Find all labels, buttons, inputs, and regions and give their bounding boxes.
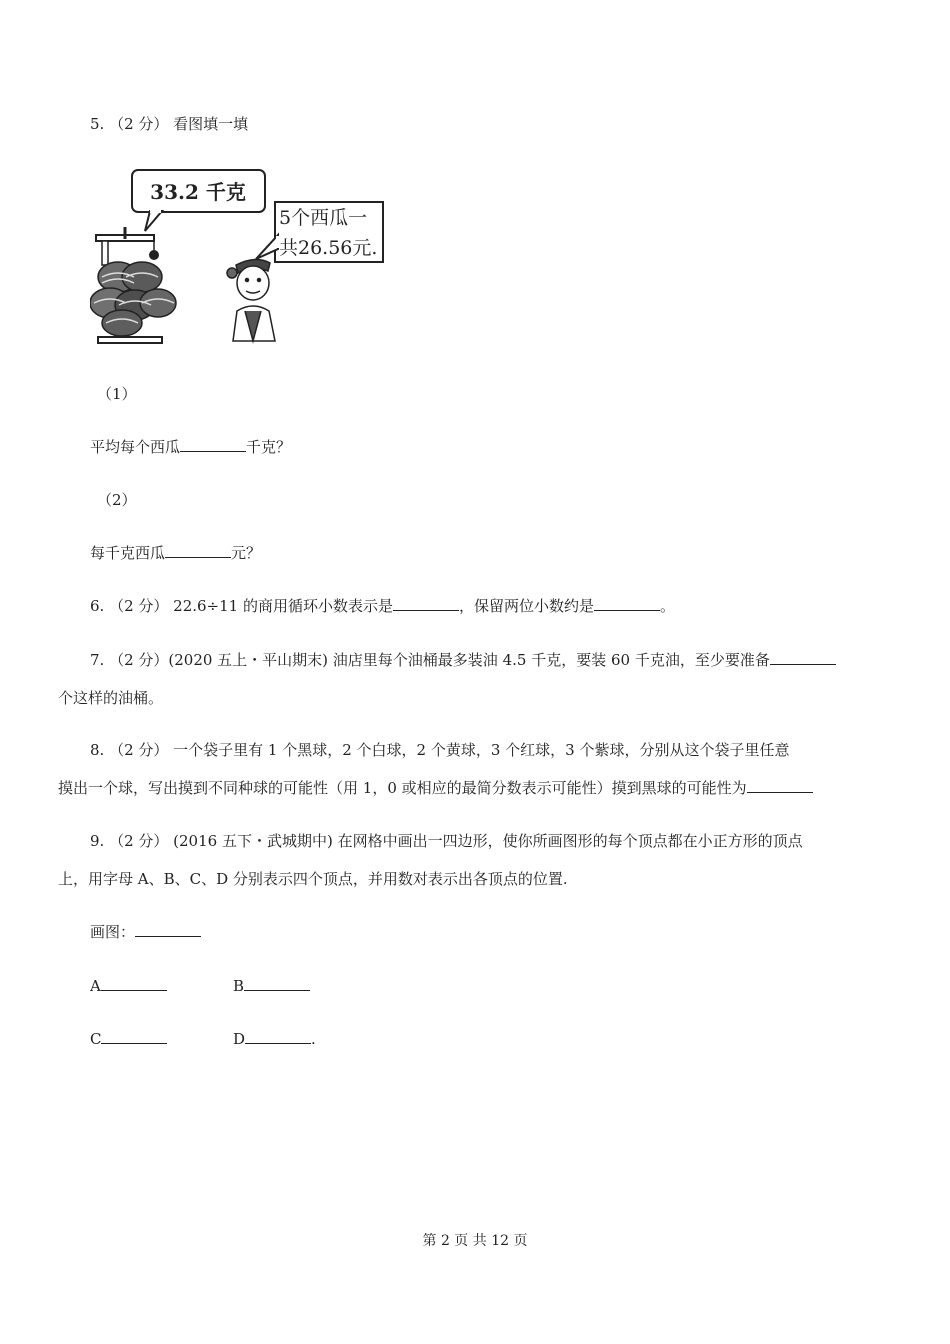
answer-blank[interactable] xyxy=(747,778,813,793)
answer-blank[interactable] xyxy=(135,922,201,937)
q5-sub1 xyxy=(90,437,291,457)
answer-blank[interactable] xyxy=(165,543,231,558)
q5-sub2-prefix: 每千克西瓜 xyxy=(90,544,166,562)
answer-blank[interactable] xyxy=(245,1029,311,1044)
q9-vertex-c xyxy=(90,1029,167,1049)
speech-line-1: 5个西瓜一 xyxy=(279,207,368,229)
vertex-c-label: C xyxy=(90,1030,102,1048)
page-footer: 第 2 页 共 12 页 xyxy=(422,1233,528,1249)
q5-sub2-suffix: 元？ xyxy=(231,544,262,562)
q8-line-1: 8. （2 分） 一个袋子里有 1 个黑球，2 个白球，2 个黄球，3 个红球，3 个紫球，分别从这个袋子里任意 xyxy=(90,741,790,759)
vertex-b-label: B xyxy=(233,977,245,995)
vertex-d-suffix: . xyxy=(311,1030,316,1048)
q9-draw xyxy=(90,922,201,942)
q6-suffix: 。 xyxy=(660,597,676,615)
q8-text: 摸出一个球，写出摸到不同种球的可能性（用 1，0 或相应的最简分数表示可能性）摸到黑球的可能性为 xyxy=(58,779,747,797)
q7-text: 7. （2 分）(2020 五上・平山期末) 油店里每个油桶最多装油 4.5 千克，要装 60 千克油，至少要准备 xyxy=(90,651,770,669)
q9-vertex-b xyxy=(233,976,310,996)
q5-sub2 xyxy=(90,543,261,563)
q6-prefix: 6. （2 分） 22.6÷11 的商用循环小数表示是 xyxy=(90,597,393,615)
answer-blank[interactable] xyxy=(180,437,246,452)
man-head xyxy=(237,266,269,300)
q9-line-2: 上，用字母 A、B、C、D 分别表示四个顶点，并用数对表示出各顶点的位置. xyxy=(58,870,568,888)
q5-sub1-suffix: 千克？ xyxy=(246,438,292,456)
answer-blank[interactable] xyxy=(101,976,167,991)
watermelon xyxy=(102,310,142,336)
answer-blank[interactable] xyxy=(101,1029,167,1044)
answer-blank[interactable] xyxy=(770,650,836,665)
q9-vertex-d xyxy=(233,1029,316,1049)
scale-label: 33.2 千克 xyxy=(150,180,246,204)
scale-weight xyxy=(149,250,159,260)
vertex-a-label: A xyxy=(90,977,101,995)
q6-middle: ，保留两位小数约是 xyxy=(458,597,594,615)
watermelon-figure xyxy=(90,165,390,355)
q9-vertex-a xyxy=(90,976,167,996)
q6 xyxy=(90,596,675,616)
vertex-d-label: D xyxy=(233,1030,246,1048)
q5-sub1-label: （1） xyxy=(97,385,137,403)
answer-blank[interactable] xyxy=(393,596,459,611)
watermelons xyxy=(90,262,176,336)
q8-line-2 xyxy=(58,778,813,798)
scale-bubble-tail xyxy=(145,211,162,231)
q7-line-1 xyxy=(90,650,836,670)
scale-base xyxy=(98,337,162,343)
q9-line-1: 9. （2 分） (2016 五下・武城期中) 在网格中画出一四边形，使你所画图形的每个顶点都在小正方形的顶点 xyxy=(90,832,803,850)
q7-line-2: 个这样的油桶。 xyxy=(58,689,164,707)
watermelon-scale-illustration xyxy=(90,165,390,355)
answer-blank[interactable] xyxy=(594,596,660,611)
speech-line-2: 共26.56元. xyxy=(279,237,378,259)
q5-header: 5. （2 分） 看图填一填 xyxy=(90,115,249,133)
watermelon xyxy=(122,262,162,292)
q5-sub1-prefix: 平均每个西瓜 xyxy=(90,438,181,456)
vendor-man xyxy=(227,259,275,341)
answer-blank[interactable] xyxy=(244,976,310,991)
q5-sub2-label: （2） xyxy=(97,491,137,509)
q9-draw-label: 画图： xyxy=(90,923,136,941)
